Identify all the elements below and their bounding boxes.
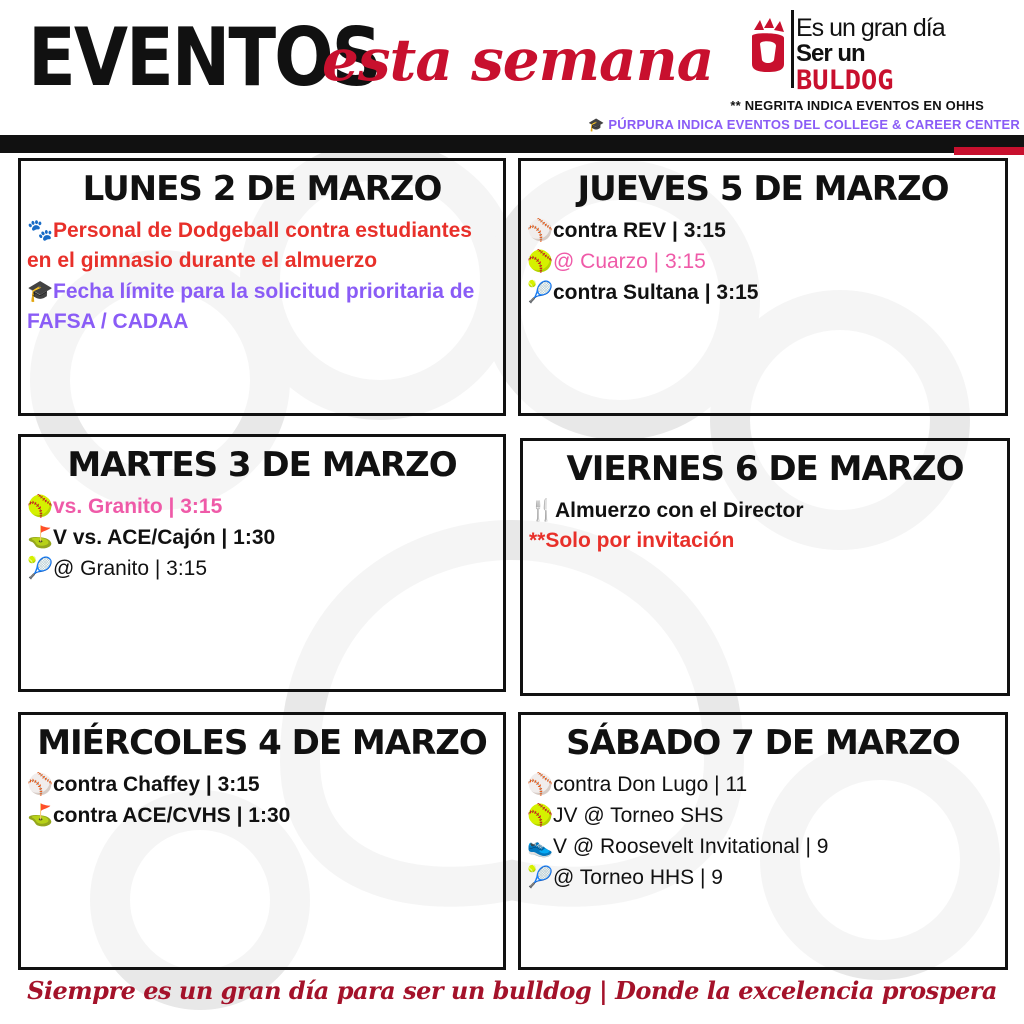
day-box-sabado xyxy=(518,712,1008,970)
golf-flag-icon: ⛳ xyxy=(27,803,54,827)
softball-icon: 🥎 xyxy=(527,803,554,827)
day-box-viernes xyxy=(520,438,1010,696)
day-box-jueves xyxy=(518,158,1008,416)
legend-purple-note xyxy=(588,117,1020,133)
event-text: @ Torneo HHS | 9 xyxy=(553,866,723,889)
event-item xyxy=(27,491,497,522)
day-title: MARTES 3 DE MARZO xyxy=(67,445,457,485)
legend-bold-note: ** NEGRITA INDICA EVENTOS EN OHHS xyxy=(730,98,984,113)
baseball-icon: ⚾ xyxy=(527,218,554,242)
header-divider xyxy=(0,135,1024,153)
baseball-icon: ⚾ xyxy=(27,772,54,796)
paw-logo-icon xyxy=(748,16,788,74)
tennis-ball-icon: 🎾 xyxy=(527,280,554,304)
tennis-ball-icon: 🎾 xyxy=(527,865,554,889)
event-text: vs. Granito | 3:15 xyxy=(53,495,223,518)
softball-icon: 🥎 xyxy=(527,249,554,273)
legend-purple-text: PÚRPURA INDICA EVENTOS DEL COLLEGE & CAREER CENTER xyxy=(608,117,1020,132)
event-item xyxy=(27,522,497,553)
event-text: **Solo por invitación xyxy=(529,529,735,552)
day-box-lunes xyxy=(18,158,506,416)
day-box-miercoles xyxy=(18,712,506,970)
event-item xyxy=(27,276,497,337)
logo-line-2: Ser un xyxy=(796,40,865,67)
event-item xyxy=(27,800,497,831)
bulldog-logo xyxy=(748,10,978,96)
graduation-cap-icon: 🎓 xyxy=(27,279,54,303)
golf-flag-icon: ⛳ xyxy=(27,525,54,549)
event-text: contra Chaffey | 3:15 xyxy=(53,773,260,796)
event-text: V @ Roosevelt Invitational | 9 xyxy=(553,835,829,858)
day-title: JUEVES 5 DE MARZO xyxy=(577,169,949,209)
running-shoe-icon: 👟 xyxy=(527,834,554,858)
event-text: @ Cuarzo | 3:15 xyxy=(553,250,706,273)
event-item xyxy=(527,831,999,862)
event-text: Personal de Dodgeball contra estudiantes en el gimnasio durante el almuerzo xyxy=(27,219,472,272)
event-item xyxy=(27,215,497,276)
event-item xyxy=(529,526,1001,556)
event-item xyxy=(527,800,999,831)
event-item xyxy=(527,277,999,308)
event-item xyxy=(527,769,999,800)
event-item xyxy=(27,553,497,584)
graduation-cap-icon: 🎓 xyxy=(588,117,605,132)
footer-slogan: Siempre es un gran día para ser un bulldog | Donde la excelencia prospera xyxy=(27,976,997,1005)
day-title: VIERNES 6 DE MARZO xyxy=(566,449,964,489)
event-text: @ Granito | 3:15 xyxy=(53,557,208,580)
event-item xyxy=(527,246,999,277)
baseball-icon: ⚾ xyxy=(527,772,554,796)
fork-knife-icon: 🍴 xyxy=(529,498,556,522)
tennis-ball-icon: 🎾 xyxy=(27,556,54,580)
softball-icon: 🥎 xyxy=(27,494,54,518)
event-item xyxy=(529,495,1001,526)
event-text: V vs. ACE/Cajón | 1:30 xyxy=(53,526,276,549)
event-text: contra ACE/CVHS | 1:30 xyxy=(53,804,291,827)
logo-line-1: Es un gran día xyxy=(796,14,945,42)
page-title: EVENTOS xyxy=(28,10,381,105)
event-item xyxy=(527,862,999,893)
day-title: MIÉRCOLES 4 DE MARZO xyxy=(37,723,487,763)
paw-icon: 🐾 xyxy=(27,218,54,242)
logo-line-3: BULDOG xyxy=(796,65,894,96)
event-text: JV @ Torneo SHS xyxy=(553,804,724,827)
event-text: contra REV | 3:15 xyxy=(553,219,726,242)
day-title: LUNES 2 DE MARZO xyxy=(82,169,442,209)
day-box-martes xyxy=(18,434,506,692)
event-text: Fecha límite para la solicitud prioritaria de FAFSA / CADAA xyxy=(27,280,475,333)
event-text: contra Don Lugo | 11 xyxy=(553,773,748,796)
logo-divider xyxy=(791,10,794,88)
day-title: SÁBADO 7 DE MARZO xyxy=(566,723,960,763)
event-item xyxy=(527,215,999,246)
page-subtitle: esta semana xyxy=(322,26,714,94)
event-item xyxy=(27,769,497,800)
event-text: contra Sultana | 3:15 xyxy=(553,281,759,304)
event-text: Almuerzo con el Director xyxy=(555,499,804,522)
